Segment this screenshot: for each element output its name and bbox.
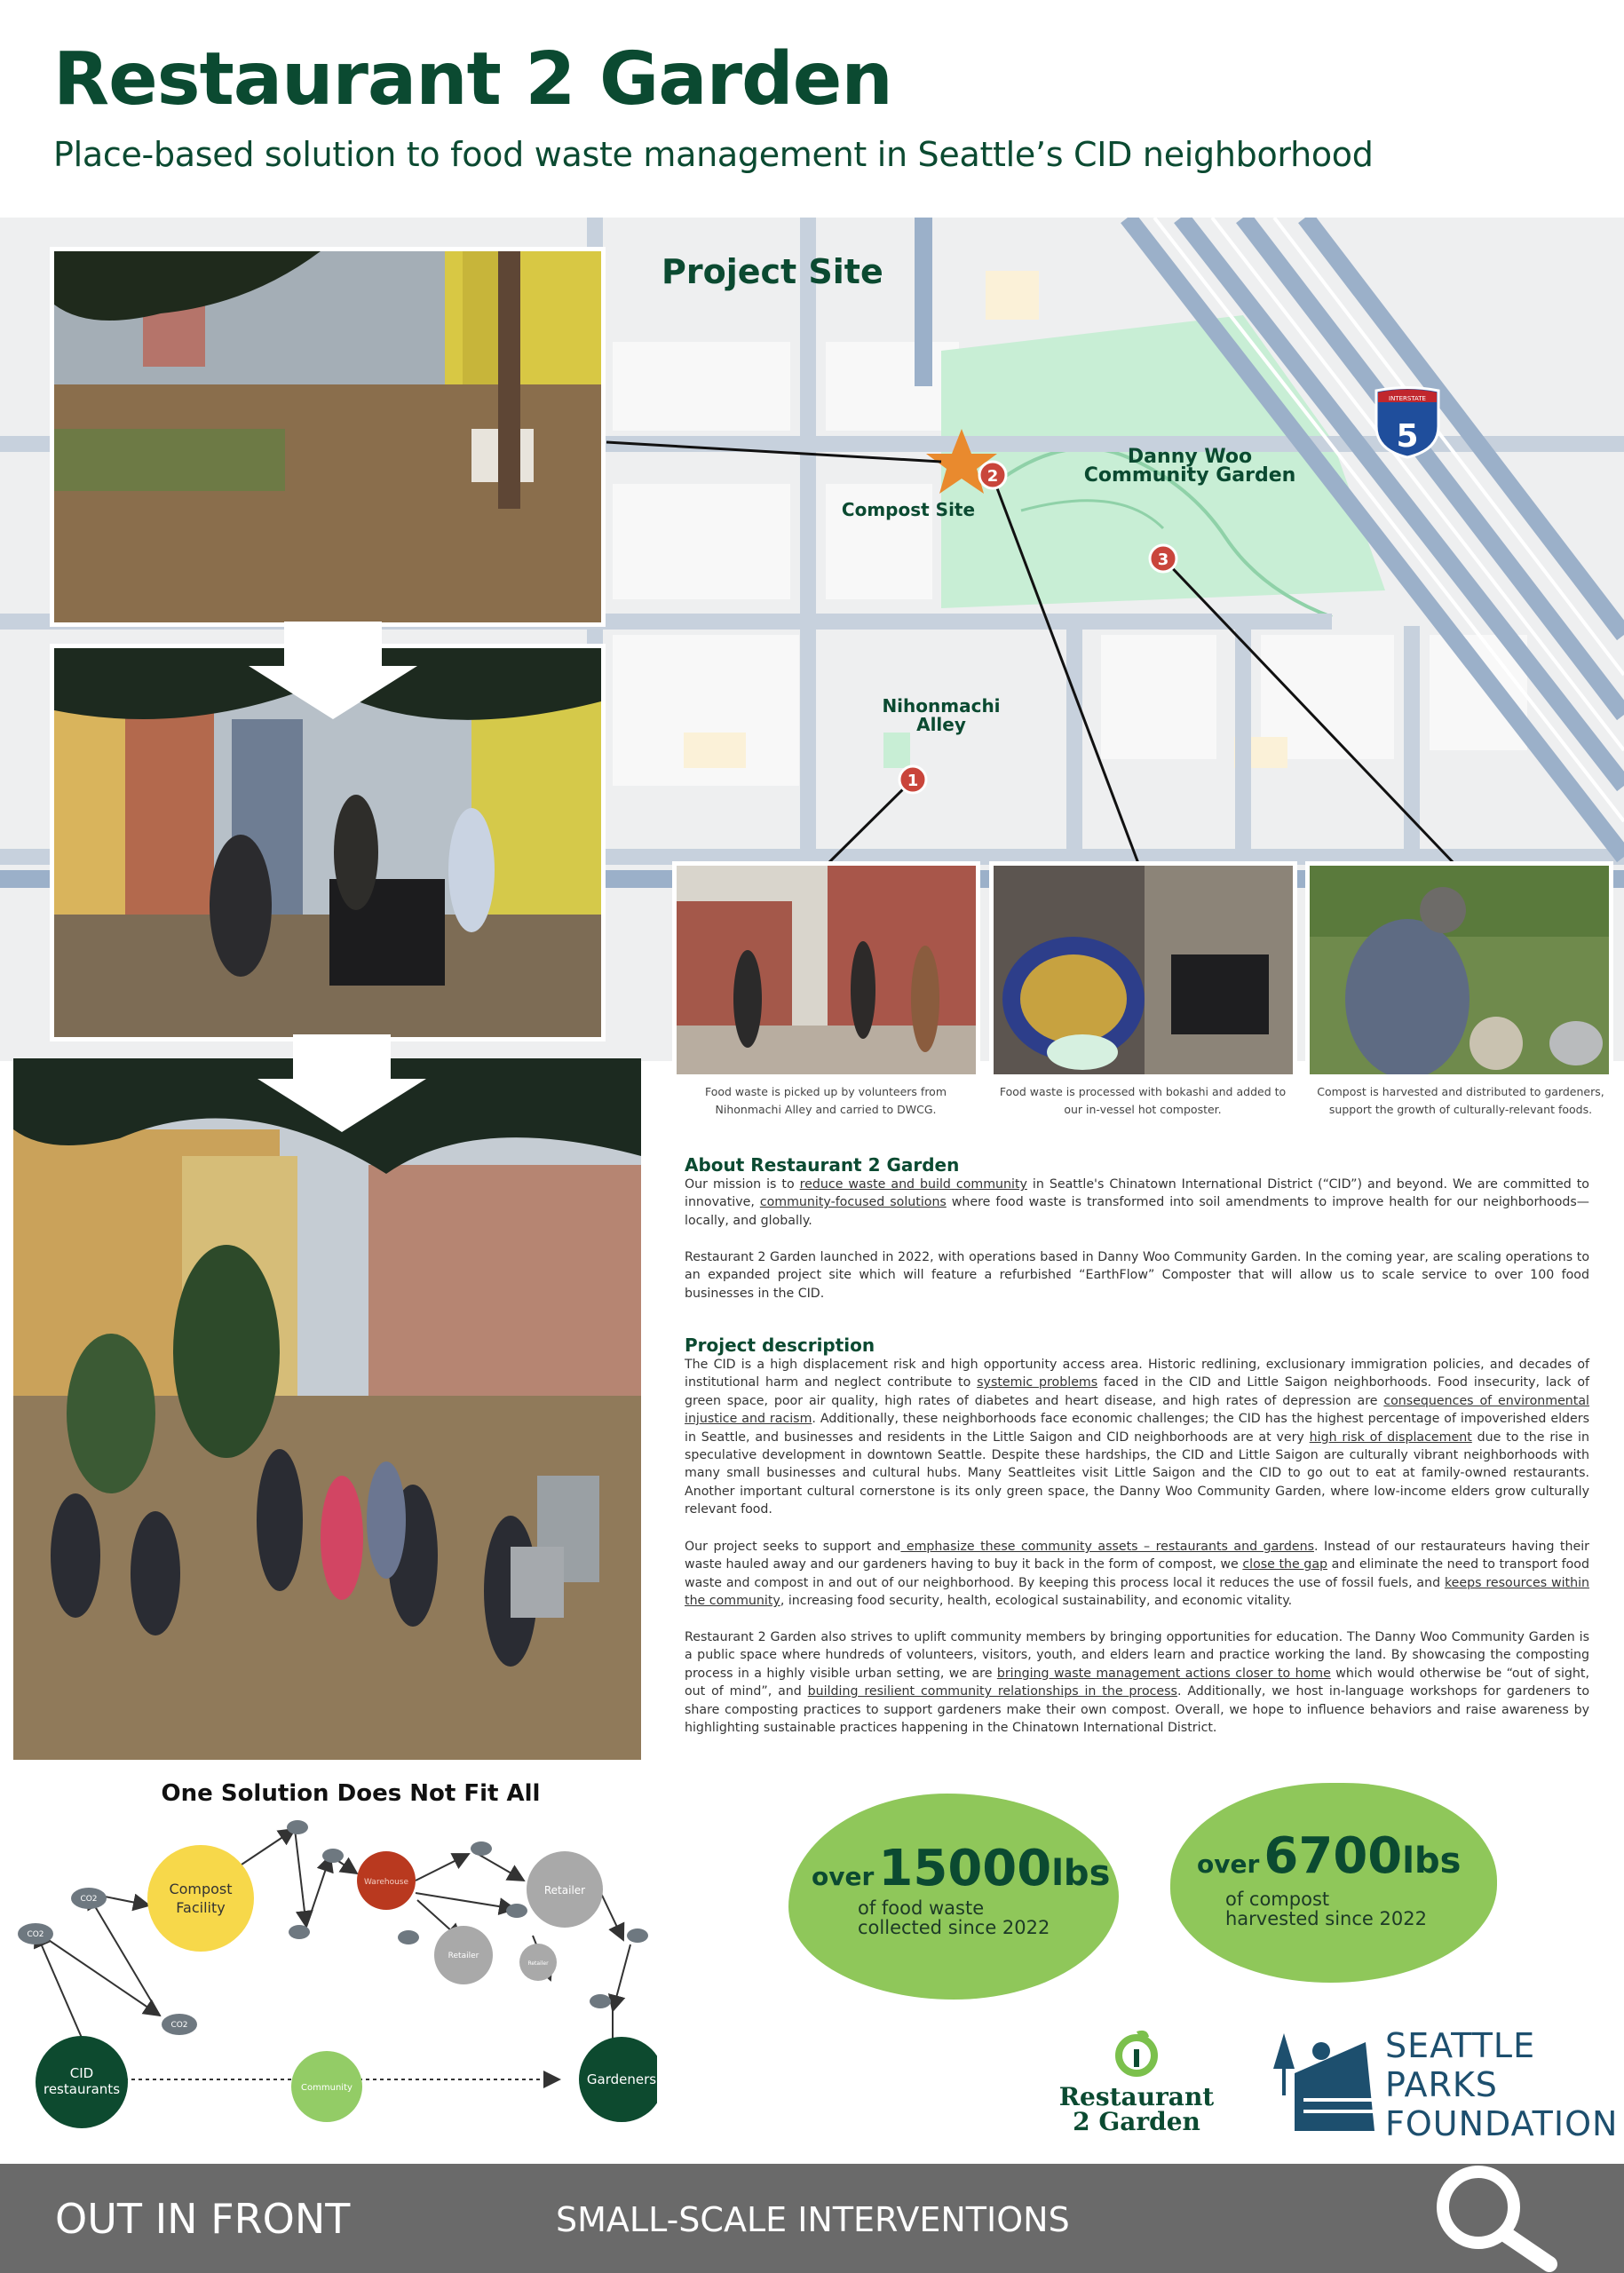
project-paragraph-1: The CID is a high displacement risk and high opportunity access area. Historic redlining, exclusionary immigration policies, and decades of institutional harm and neglect contribute to systemic problems faced in the CID and Little Saigon neighborhoods. Food insecurity, lack of green space, poor air quality, high rates of diabetes and heart disease, and high rates of depression are consequences of environmental injustice and racism. Additionally, these neighborhoods face economic challenges; the CID has the highest percentage of impoverished elders in Seattle, and businesses and residents in the Little Saigon and CID neighborhoods are at very high risk of displacement due to the rise in speculative development in downtown Seattle. Despite these hardships, the CID and Little Saigon are culturally vibrant neighborhoods with many small businesses and cultural hubs. Many Seattleites visit Little Saigon and the CID to go out to eat at family-owned restaurants. Another important cultural cornerstone is its only green space, the Danny Woo Community Garden, where low-income elders grow culturally relevant food. — [685, 1358, 1590, 1517]
magnifier-icon — [1425, 2158, 1585, 2273]
stat-compost: over 6700lbs of compost harvested since 2022 — [1170, 1783, 1497, 1983]
photo-community-workshop — [13, 1058, 641, 1760]
caption-1: Food waste is picked up by volunteers from Nihonmachi Alley and carried to DWCG. — [704, 1085, 947, 1116]
marker-3 — [1150, 545, 1176, 572]
down-arrow-icon — [222, 622, 444, 719]
down-arrow-icon-2 — [240, 1034, 444, 1132]
compost-site-label: Compost Site — [841, 499, 976, 520]
caption-3: Compost is harvested and distributed to gardeners, support the growth of culturally-relevant foods. — [1317, 1085, 1604, 1116]
photo-processing — [989, 861, 1297, 1079]
photo-pickup — [672, 861, 980, 1079]
photo-harvest — [1305, 861, 1613, 1079]
stat-food-waste: over 15000lbs of food waste collected since 2022 — [788, 1794, 1119, 2000]
footer-left-label: OUT IN FRONT — [55, 2195, 351, 2243]
about-heading: About Restaurant 2 Garden — [685, 1154, 960, 1176]
svg-text:Compost: Compost — [169, 1881, 233, 1897]
svg-text:Community: Community — [301, 2083, 353, 2093]
parks-tree-icon — [1268, 2033, 1383, 2140]
diagram-title: One Solution Does Not Fit All — [161, 1780, 541, 1807]
seattle-parks-foundation-logo: SEATTLE PARKS FOUNDATION — [1268, 2026, 1605, 2142]
footer-right-label: SMALL-SCALE INTERVENTIONS — [556, 2200, 1070, 2239]
danny-woo-label-1: Danny Woo — [1127, 446, 1253, 468]
photo-compost-site — [50, 247, 606, 627]
supply-chain-diagram — [0, 1811, 657, 2140]
seedling-icon — [1110, 2024, 1163, 2078]
svg-text:1: 1 — [907, 772, 919, 790]
project-paragraph-2: Our project seeks to support and emphasize these community assets – restaurants and gardens. Instead of our restaurateurs having their waste hauled away and our gardeners having to buy it back in the form of compost, we close the gap and eliminate the need to transport food waste and compost in and out of our neighborhood. By keeping this process local it reduces the use of fossil fuels, and keeps resources within the community, increasing food security, health, ecological sustainability, and economic vitality. — [685, 1540, 1590, 1609]
svg-text:Retailer: Retailer — [527, 1960, 549, 1967]
compost-facility-node — [147, 1845, 254, 1952]
interstate-number: 5 — [1396, 418, 1419, 455]
co2-cloud-icon — [506, 1904, 527, 1918]
svg-text:Retailer: Retailer — [543, 1884, 586, 1897]
svg-text:CO2: CO2 — [80, 1895, 98, 1904]
svg-text:Facility: Facility — [176, 1899, 226, 1916]
co2-cloud-icon — [398, 1930, 419, 1944]
restaurant-2-garden-logo: Restaurant 2 Garden — [1057, 2024, 1216, 2140]
map-heading: Project Site — [661, 252, 883, 291]
svg-text:CID: CID — [69, 2065, 94, 2081]
co2-cloud-icon — [322, 1849, 344, 1863]
co2-cloud-icon — [289, 1925, 310, 1939]
svg-text:2: 2 — [986, 467, 999, 486]
danny-woo-label-2: Community Garden — [1083, 464, 1296, 487]
interstate-label: INTERSTATE — [1389, 395, 1426, 402]
co2-cloud-icon — [627, 1928, 648, 1943]
page-subtitle: Place-based solution to food waste management in Seattle’s CID neighborhood — [53, 135, 1374, 174]
caption-2: Food waste is processed with bokashi and added to our in-vessel hot composter. — [999, 1085, 1287, 1116]
page-title: Restaurant 2 Garden — [53, 37, 892, 122]
nihonmachi-label-1: Nihonmachi — [882, 695, 1001, 717]
svg-text:Gardeners: Gardeners — [586, 2071, 657, 2087]
marker-1 — [899, 766, 926, 793]
svg-text:restaurants: restaurants — [43, 2081, 121, 2097]
co2-cloud-icon — [287, 1820, 308, 1834]
nihonmachi-label-2: Alley — [916, 714, 966, 735]
svg-text:Warehouse: Warehouse — [363, 1878, 409, 1887]
svg-text:Retailer: Retailer — [448, 1952, 479, 1960]
co2-cloud-icon — [471, 1841, 492, 1856]
about-paragraph-2: Restaurant 2 Garden launched in 2022, with operations based in Danny Woo Community Garden. In the coming year, are scaling operations to an expanded project site which will feature a refurbished “EarthFlow” Composter that will allow us to scale service to over 100 food businesses in the CID. — [685, 1250, 1589, 1301]
svg-text:CO2: CO2 — [170, 2021, 188, 2030]
project-heading: Project description — [685, 1334, 875, 1356]
project-paragraph-3: Restaurant 2 Garden also strives to uplift community members by bringing opportunities for education. The Danny Woo Community Garden is a public space where hundreds of volunteers, visitors, youth, and elders learn and practice working the land. By showcasing the composting process in a highly visible urban setting, we are bringing waste management actions closer to home which would otherwise be “out of sight, out of mind”, and building resilient community relationships in the process. Additionally, we host in-language workshops for gardeners to share composting practices to support gardeners make their own compost. Overall, we hope to influence behaviors and raise awareness by highlighting sustainable practices happening in the Chinatown International District. — [685, 1630, 1589, 1736]
svg-text:3: 3 — [1157, 550, 1169, 569]
marker-2 — [979, 462, 1006, 488]
co2-cloud-icon — [590, 1994, 611, 2008]
svg-text:CO2: CO2 — [27, 1930, 44, 1939]
about-paragraph-1: Our mission is to reduce waste and build community in Seattle's Chinatown International District (“CID”) and beyond. We are committed to innovative, community-focused solutions where food waste is transformed into soil amendments to improve health for our neighborhoods— locally, and globally. — [685, 1177, 1589, 1228]
